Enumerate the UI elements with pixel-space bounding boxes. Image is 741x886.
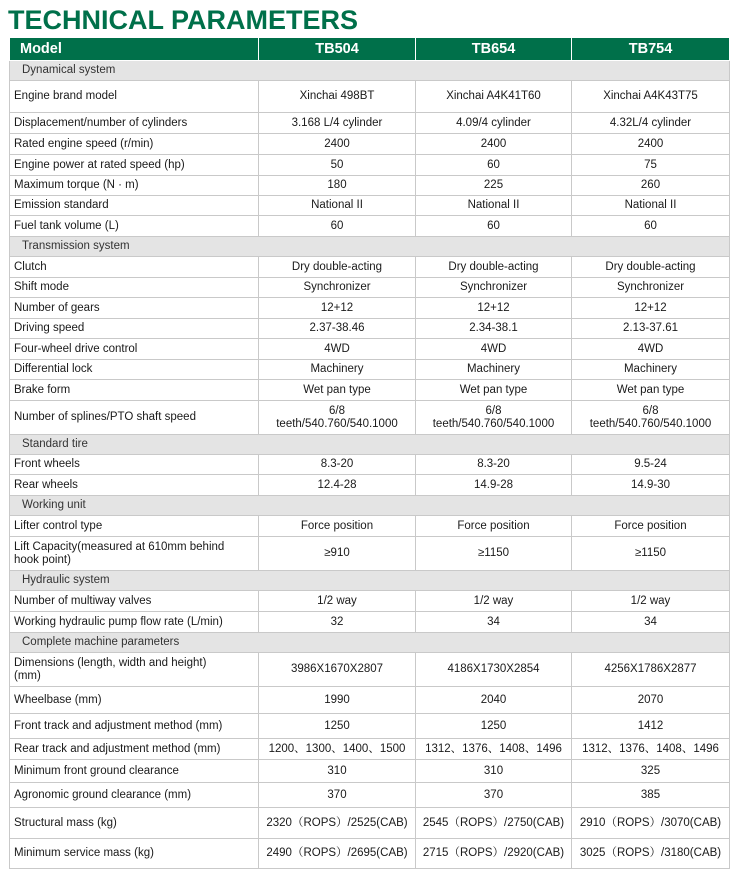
parameter-value: Dry double-acting <box>572 257 730 278</box>
column-header-tb754: TB754 <box>572 38 730 61</box>
parameter-label: Engine power at rated speed (hp) <box>10 155 259 176</box>
parameter-value: 325 <box>572 760 730 783</box>
parameter-value: 50 <box>259 155 416 176</box>
parameter-value: Xinchai A4K43T75 <box>572 81 730 113</box>
table-row <box>10 714 730 739</box>
parameter-value: 2.13-37.61 <box>572 319 730 339</box>
section-title: Standard tire <box>10 435 730 455</box>
parameter-value: Dry double-acting <box>416 257 572 278</box>
parameter-value: 370 <box>416 783 572 808</box>
parameter-label: Front wheels <box>10 455 259 475</box>
table-body <box>10 61 730 869</box>
table-row <box>10 134 730 155</box>
section-title: Complete machine parameters <box>10 633 730 653</box>
parameter-value: 1250 <box>416 714 572 739</box>
table-row <box>10 319 730 339</box>
parameter-value: 1312、1376、1408、1496 <box>416 739 572 760</box>
parameter-value: 1/2 way <box>259 591 416 612</box>
parameter-value: 60 <box>416 155 572 176</box>
parameter-label: Displacement/number of cylinders <box>10 113 259 134</box>
parameter-value: 9.5-24 <box>572 455 730 475</box>
parameter-label: Number of multiway valves <box>10 591 259 612</box>
parameter-value: ≥1150 <box>572 537 730 571</box>
parameter-value: 2.34-38.1 <box>416 319 572 339</box>
table-row <box>10 176 730 196</box>
parameter-value: 1312、1376、1408、1496 <box>572 739 730 760</box>
table-row <box>10 537 730 571</box>
parameter-value: 2400 <box>259 134 416 155</box>
parameter-value: 60 <box>572 216 730 237</box>
parameter-value: Machinery <box>259 360 416 380</box>
parameter-value: 2320（ROPS）/2525(CAB) <box>259 808 416 839</box>
parameter-label: Shift mode <box>10 278 259 298</box>
parameter-value: 12+12 <box>416 298 572 319</box>
parameter-value: 4.09/4 cylinder <box>416 113 572 134</box>
parameter-value: 34 <box>572 612 730 633</box>
parameter-value: 6/8 teeth/540.760/540.1000 <box>416 401 572 435</box>
section-header-row <box>10 633 730 653</box>
section-header-row <box>10 571 730 591</box>
parameter-label: Differential lock <box>10 360 259 380</box>
parameter-value: 2040 <box>416 687 572 714</box>
table-row <box>10 760 730 783</box>
parameter-value: National II <box>416 196 572 216</box>
parameter-value: 1200、1300、1400、1500 <box>259 739 416 760</box>
parameter-value: 260 <box>572 176 730 196</box>
parameter-value: 1/2 way <box>416 591 572 612</box>
table-row <box>10 475 730 496</box>
table-row <box>10 612 730 633</box>
parameter-label: Rated engine speed (r/min) <box>10 134 259 155</box>
parameter-value: 3025（ROPS）/3180(CAB) <box>572 839 730 869</box>
parameter-value: 1990 <box>259 687 416 714</box>
parameter-value: 2715（ROPS）/2920(CAB) <box>416 839 572 869</box>
parameter-label: Lifter control type <box>10 516 259 537</box>
section-header-row <box>10 496 730 516</box>
parameter-value: 8.3-20 <box>259 455 416 475</box>
table-row <box>10 278 730 298</box>
parameter-value: ≥910 <box>259 537 416 571</box>
parameter-value: 12+12 <box>259 298 416 319</box>
table-row <box>10 257 730 278</box>
parameter-value: 60 <box>416 216 572 237</box>
parameter-value: 1250 <box>259 714 416 739</box>
parameter-value: Force position <box>416 516 572 537</box>
parameter-label: Four-wheel drive control <box>10 339 259 360</box>
parameter-label: Dimensions (length, width and height) (mm) <box>10 653 259 687</box>
parameter-value: 2070 <box>572 687 730 714</box>
parameter-value: Wet pan type <box>416 380 572 401</box>
table-row <box>10 808 730 839</box>
parameter-value: 310 <box>416 760 572 783</box>
table-row <box>10 113 730 134</box>
parameter-value: 225 <box>416 176 572 196</box>
parameter-label: Rear wheels <box>10 475 259 496</box>
parameter-value: Synchronizer <box>259 278 416 298</box>
section-title: Hydraulic system <box>10 571 730 591</box>
parameter-value: 370 <box>259 783 416 808</box>
parameter-value: 2490（ROPS）/2695(CAB) <box>259 839 416 869</box>
parameter-value: 2400 <box>572 134 730 155</box>
parameter-label: Agronomic ground clearance (mm) <box>10 783 259 808</box>
parameter-value: 8.3-20 <box>416 455 572 475</box>
parameter-label: Number of gears <box>10 298 259 319</box>
parameter-value: National II <box>572 196 730 216</box>
table-row <box>10 739 730 760</box>
parameter-value: 4186X1730X2854 <box>416 653 572 687</box>
table-row <box>10 516 730 537</box>
table-row <box>10 839 730 869</box>
parameter-value: 310 <box>259 760 416 783</box>
parameter-value: 3986X1670X2807 <box>259 653 416 687</box>
parameter-value: 180 <box>259 176 416 196</box>
table-row <box>10 298 730 319</box>
parameter-value: 4.32L/4 cylinder <box>572 113 730 134</box>
parameter-value: 2910（ROPS）/3070(CAB) <box>572 808 730 839</box>
parameter-value: 385 <box>572 783 730 808</box>
parameter-value: Force position <box>259 516 416 537</box>
parameter-value: 32 <box>259 612 416 633</box>
parameter-value: 4WD <box>572 339 730 360</box>
parameter-label: Rear track and adjustment method (mm) <box>10 739 259 760</box>
parameter-label: Brake form <box>10 380 259 401</box>
table-row <box>10 591 730 612</box>
parameter-value: 4WD <box>259 339 416 360</box>
table-row <box>10 401 730 435</box>
parameter-value: 2545（ROPS）/2750(CAB) <box>416 808 572 839</box>
parameter-value: Synchronizer <box>572 278 730 298</box>
parameter-label: Front track and adjustment method (mm) <box>10 714 259 739</box>
parameter-value: 2.37-38.46 <box>259 319 416 339</box>
table-row <box>10 380 730 401</box>
parameter-value: National II <box>259 196 416 216</box>
parameter-value: 1412 <box>572 714 730 739</box>
table-row <box>10 783 730 808</box>
table-row <box>10 455 730 475</box>
parameter-value: Wet pan type <box>572 380 730 401</box>
parameter-value: 60 <box>259 216 416 237</box>
section-title: Transmission system <box>10 237 730 257</box>
section-header-row <box>10 237 730 257</box>
parameter-label: Clutch <box>10 257 259 278</box>
technical-parameters-table <box>9 38 730 869</box>
section-title: Working unit <box>10 496 730 516</box>
parameter-value: 1/2 way <box>572 591 730 612</box>
parameter-value: 4WD <box>416 339 572 360</box>
parameter-value: Machinery <box>416 360 572 380</box>
parameter-label: Minimum front ground clearance <box>10 760 259 783</box>
table-row <box>10 360 730 380</box>
column-header-tb654: TB654 <box>416 38 572 61</box>
parameter-label: Driving speed <box>10 319 259 339</box>
table-row <box>10 216 730 237</box>
parameter-value: Force position <box>572 516 730 537</box>
parameter-label: Minimum service mass (kg) <box>10 839 259 869</box>
parameter-value: ≥1150 <box>416 537 572 571</box>
column-header-tb504: TB504 <box>259 38 416 61</box>
parameter-value: 4256X1786X2877 <box>572 653 730 687</box>
column-header-model: Model <box>10 38 259 61</box>
section-title: Dynamical system <box>10 61 730 81</box>
table-row <box>10 339 730 360</box>
parameter-value: 6/8 teeth/540.760/540.1000 <box>572 401 730 435</box>
parameter-label: Emission standard <box>10 196 259 216</box>
parameter-label: Engine brand model <box>10 81 259 113</box>
table-row <box>10 653 730 687</box>
table-row <box>10 81 730 113</box>
parameter-label: Fuel tank volume (L) <box>10 216 259 237</box>
parameter-value: Synchronizer <box>416 278 572 298</box>
parameter-value: 12.4-28 <box>259 475 416 496</box>
section-header-row <box>10 61 730 81</box>
parameter-value: 6/8 teeth/540.760/540.1000 <box>259 401 416 435</box>
parameter-value: Xinchai 498BT <box>259 81 416 113</box>
parameter-value: 2400 <box>416 134 572 155</box>
parameter-label: Number of splines/PTO shaft speed <box>10 401 259 435</box>
parameter-label: Working hydraulic pump flow rate (L/min) <box>10 612 259 633</box>
table-row <box>10 687 730 714</box>
parameter-value: 14.9-30 <box>572 475 730 496</box>
parameter-value: 3.168 L/4 cylinder <box>259 113 416 134</box>
parameter-value: Dry double-acting <box>259 257 416 278</box>
parameter-value: 12+12 <box>572 298 730 319</box>
section-header-row <box>10 435 730 455</box>
parameter-value: 34 <box>416 612 572 633</box>
page-title: TECHNICAL PARAMETERS <box>8 5 359 35</box>
parameter-value: 75 <box>572 155 730 176</box>
parameter-value: Machinery <box>572 360 730 380</box>
table-row <box>10 196 730 216</box>
table-header-row <box>10 38 730 61</box>
parameter-value: Wet pan type <box>259 380 416 401</box>
parameter-value: Xinchai A4K41T60 <box>416 81 572 113</box>
parameter-label: Maximum torque (N · m) <box>10 176 259 196</box>
parameter-label: Structural mass (kg) <box>10 808 259 839</box>
parameter-label: Lift Capacity(measured at 610mm behind hook point) <box>10 537 259 571</box>
parameter-value: 14.9-28 <box>416 475 572 496</box>
parameter-label: Wheelbase (mm) <box>10 687 259 714</box>
table-row <box>10 155 730 176</box>
